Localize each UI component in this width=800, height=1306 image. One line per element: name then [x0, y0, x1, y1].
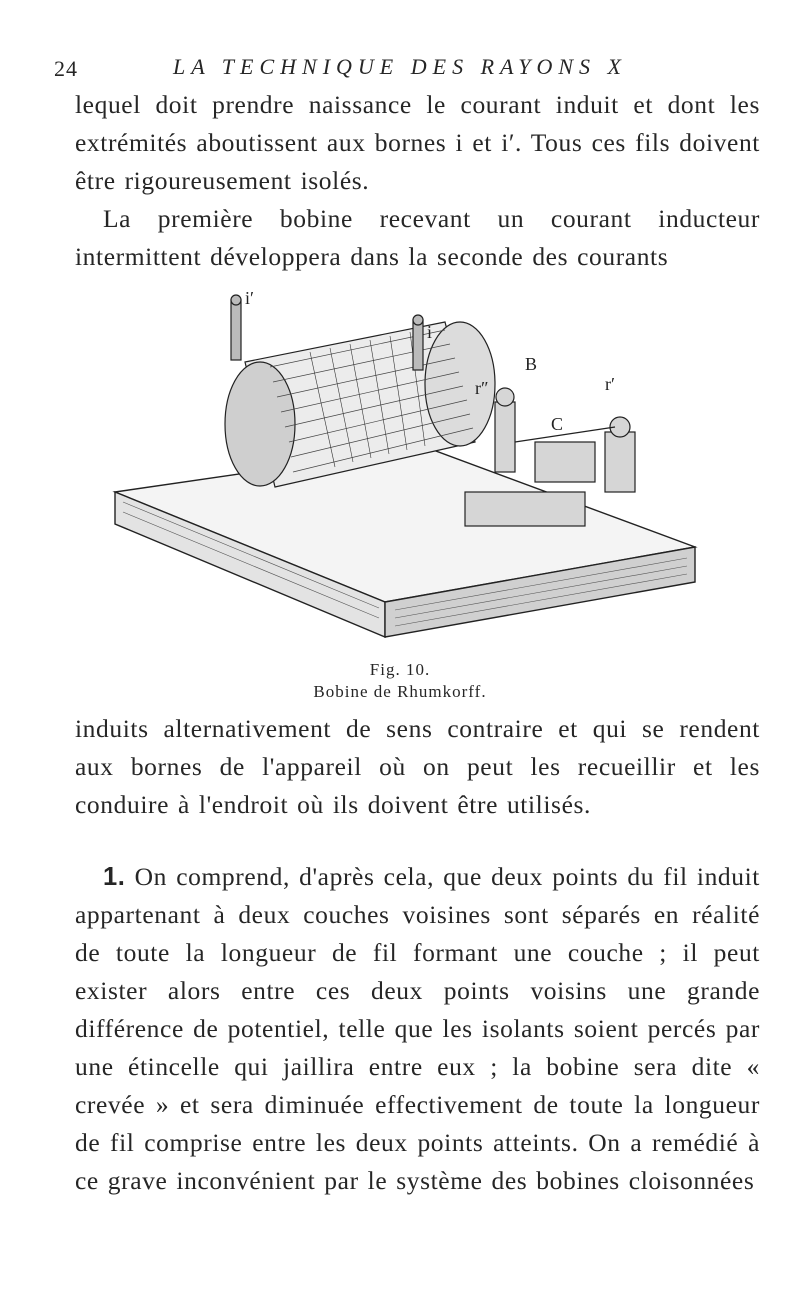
page-header — [40, 52, 760, 82]
figure-caption-number: Fig. 10. — [369, 660, 431, 679]
label-i-prime: i′ — [245, 292, 254, 308]
rhumkorff-coil-illustration — [95, 292, 715, 652]
label-b: B — [525, 354, 538, 374]
label-c: C — [551, 414, 564, 434]
paragraph-3-number: 1. — [103, 863, 126, 891]
paragraph-3-text: On comprend, d'après cela, que deux points du fil induit appartenant à deux couches voisines sont séparés en réalité de toute la longueur de fil formant une couche ; il peut exister alors entre ces deux points voisins une grande différence de potentiel, telle que les isolants soient percés par une étincelle qui jaillira entre eux ; la bobine sera dite « crevée » et sera diminuée effectivement de toute la longueur de fil comprise entre les deux points atteints. On a remédié à ce grave inconvénient par le système des bobines cloisonnées — [75, 862, 760, 1195]
label-r-double: r″ — [475, 378, 489, 398]
paragraph-2: induits alternativement de sens contraire et qui se rendent aux bornes de l'appareil où on peut les recueillir et les conduire à l'endroit où ils doivent être utilisés. — [75, 714, 760, 819]
running-title: LA TECHNIQUE DES RAYONS X — [173, 54, 627, 79]
paragraph-1 — [75, 86, 760, 276]
paragraph-1-text: lequel doit prendre naissance le courant induit et dont les extrémités aboutissent aux bornes i et i′. Tous ces fils doivent être rigoureusement isolés. — [75, 90, 760, 195]
figure-caption-title: Bobine de Rhumkorff. — [313, 682, 487, 701]
label-r-prime: r′ — [605, 374, 615, 394]
paragraph-1b-text: La première bobine recevant un courant inducteur intermittent développera dans la seconde des courants — [75, 204, 760, 271]
paragraph-3 — [75, 858, 760, 1200]
label-i: i — [427, 322, 433, 342]
page-number: 24 — [54, 56, 78, 81]
